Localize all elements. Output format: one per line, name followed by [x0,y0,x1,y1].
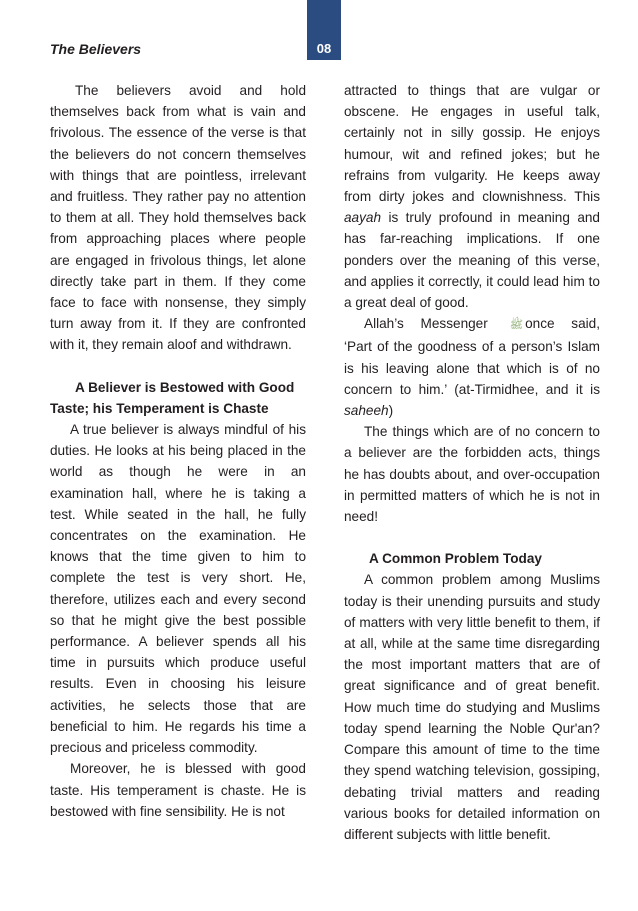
paragraph: The believers avoid and hold themselves back from what is vain and frivolous. The essence of the verse is that the believers do not concern themselves with things that are pointless, irrelevant and fruitless. They rather pay no attention to them at all. They hold themselves back from approaching places where people are engaged in frivolous things, let alone directly take part in them. If they come face to face with nonsense, they simply turn away from it. If they are confronted with it, they remain aloof and withdrawn. [50,83,306,353]
left-column [50,80,306,822]
italic-term: saheeh [344,403,389,419]
running-title: The Believers [50,41,142,57]
text-run: ) [388,403,394,419]
paragraph: A common problem among Muslims today is their unending pursuits and study of matters with very little benefit to them, if at all, while at the same time disregarding the most important matters that are of great significance and of great benefit. How much time do studying and Muslims today spend learning the Noble Qur'an? Compare this amount of time to the time they spend watching television, gossiping, debating trivial matters and reading various books for detailed information on different subjects with little benefit. [344,572,600,842]
right-column [344,80,600,845]
text-run: once said, ‘Part of the goodness of a person’s Islam is his leaving alone that which is of no concern to him.’ (at-Tirmidhee, and it is [344,316,600,397]
paragraph [344,80,600,313]
paragraph: A true believer is always mindful of his duties. He looks at his being placed in the world as though he were in an examination hall, where he is taking a test. While seated in the hall, he fully concentrates on the examination. He knows that the time given to him to complete the test is very short. He, therefore, utilizes each and every second so that he might give the best possible performance. A believer spends all his time in pursuits which produce useful results. Even in choosing his leisure activities, he selects those that are beneficial to him. He regards his time a precious and priceless commodity. [50,422,306,756]
paragraph [344,313,600,421]
text-run: is truly profound in meaning and has far-reaching implications. If one ponders over the meaning of this verse, and applies it correctly, it could lead him to a great deal of good. [344,210,600,311]
section-heading: A Believer is Bestowed with Good Taste; his Temperament is Chaste [50,379,295,416]
spacer [344,527,600,548]
text-run: Allah’s Messenger [364,316,488,332]
salawat-symbol-icon: ﷺ [509,319,524,332]
italic-term: aayah [344,210,382,226]
page-number: 08 [316,41,332,56]
spacer [50,356,306,377]
paragraph: The things which are of no concern to a believer are the forbidden acts, things he has doubts about, and over-occupation in permitted matters of which he is not in need! [344,424,600,525]
section-heading: A Common Problem Today [369,551,542,567]
page-header [0,0,638,70]
page-number-tab [307,0,341,60]
paragraph: Moreover, he is blessed with good taste. His temperament is chaste. He is bestowed with fine sensibility. He is not [50,761,306,819]
text-run: attracted to things that are vulgar or obscene. He engages in useful talk, certainly not in silly gossip. He enjoys humour, wit and refined jokes; but he refrains from vulgarity. He keeps away from dirty jokes and clownishness. This [344,83,600,205]
